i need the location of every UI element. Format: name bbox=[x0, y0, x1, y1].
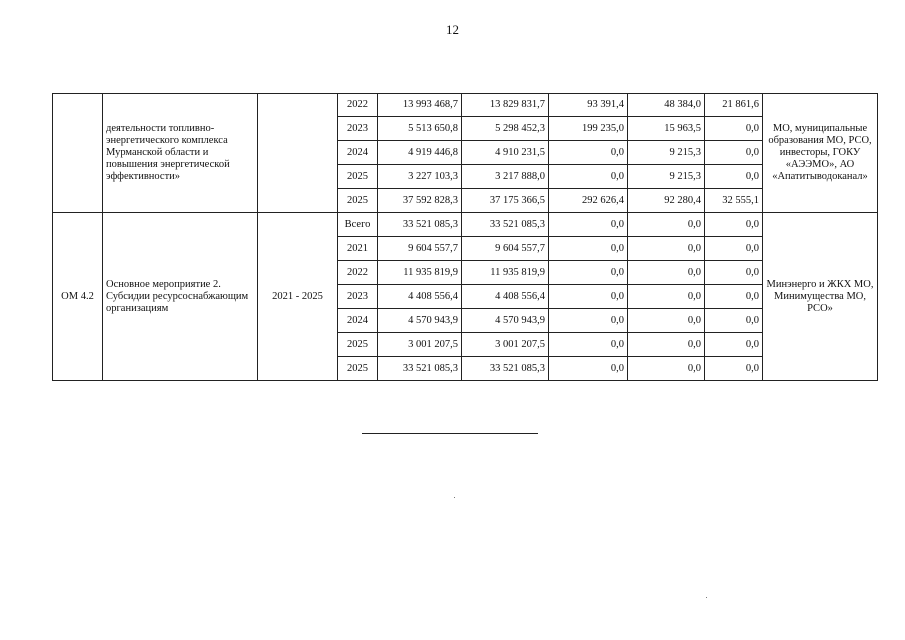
funding-cell: 0,0 bbox=[549, 141, 628, 165]
year-cell: 2022 bbox=[338, 94, 378, 117]
funding-cell: 21 861,6 bbox=[705, 94, 763, 117]
funding-cell: 0,0 bbox=[705, 165, 763, 189]
funding-cell: 292 626,4 bbox=[549, 189, 628, 213]
funding-cell: 3 001 207,5 bbox=[462, 333, 549, 357]
funding-cell: 11 935 819,9 bbox=[462, 261, 549, 285]
funding-cell: 9 215,3 bbox=[628, 165, 705, 189]
year-cell: Всего bbox=[338, 213, 378, 237]
funding-cell: 0,0 bbox=[628, 261, 705, 285]
funding-cell: 4 408 556,4 bbox=[462, 285, 549, 309]
table-row bbox=[53, 94, 878, 117]
total-cell: 37 592 828,3 bbox=[378, 189, 462, 213]
funding-cell: 92 280,4 bbox=[628, 189, 705, 213]
funding-cell: 4 570 943,9 bbox=[462, 309, 549, 333]
funding-cell: 0,0 bbox=[549, 309, 628, 333]
year-cell: 2025 bbox=[338, 333, 378, 357]
year-cell: 2021 bbox=[338, 237, 378, 261]
funding-cell: 0,0 bbox=[549, 333, 628, 357]
funding-cell: 0,0 bbox=[705, 285, 763, 309]
total-cell: 3 227 103,3 bbox=[378, 165, 462, 189]
funding-cell: 0,0 bbox=[628, 333, 705, 357]
total-cell: 13 993 468,7 bbox=[378, 94, 462, 117]
funding-cell: 15 963,5 bbox=[628, 117, 705, 141]
funding-cell: 13 829 831,7 bbox=[462, 94, 549, 117]
funding-cell: 0,0 bbox=[628, 237, 705, 261]
funding-cell: 48 384,0 bbox=[628, 94, 705, 117]
funding-cell: 93 391,4 bbox=[549, 94, 628, 117]
closing-divider-line bbox=[362, 433, 538, 434]
funding-cell: 0,0 bbox=[705, 261, 763, 285]
funding-cell: 0,0 bbox=[705, 237, 763, 261]
funding-cell: 0,0 bbox=[549, 165, 628, 189]
measure-code-cell bbox=[53, 94, 103, 213]
funding-cell: 32 555,1 bbox=[705, 189, 763, 213]
funding-cell: 5 298 452,3 bbox=[462, 117, 549, 141]
funding-cell: 0,0 bbox=[705, 117, 763, 141]
total-cell: 5 513 650,8 bbox=[378, 117, 462, 141]
measure-code-cell: ОМ 4.2 bbox=[53, 213, 103, 381]
year-cell: 2022 bbox=[338, 261, 378, 285]
funding-cell: 33 521 085,3 bbox=[462, 213, 549, 237]
funding-cell: 0,0 bbox=[628, 213, 705, 237]
funding-cell: 9 215,3 bbox=[628, 141, 705, 165]
funding-cell: 9 604 557,7 bbox=[462, 237, 549, 261]
funding-cell: 0,0 bbox=[549, 213, 628, 237]
total-cell: 9 604 557,7 bbox=[378, 237, 462, 261]
funding-cell: 0,0 bbox=[549, 261, 628, 285]
total-cell: 3 001 207,5 bbox=[378, 333, 462, 357]
year-cell: 2024 bbox=[338, 141, 378, 165]
measure-description: деятельности топливно-энергетического комплекса Мурманской области и повышения энергетической эффективности» bbox=[103, 94, 258, 213]
funding-cell: 0,0 bbox=[705, 309, 763, 333]
funding-cell: 4 910 231,5 bbox=[462, 141, 549, 165]
funding-cell: 0,0 bbox=[705, 333, 763, 357]
funding-cell: 3 217 888,0 bbox=[462, 165, 549, 189]
funding-cell: 37 175 366,5 bbox=[462, 189, 549, 213]
year-cell: 2025 bbox=[338, 165, 378, 189]
year-cell: 2023 bbox=[338, 285, 378, 309]
funding-cell: 0,0 bbox=[705, 141, 763, 165]
executors-cell: МО, муниципальные образования МО, РСО, инвесторы, ГОКУ «АЭЭМО», АО «Апатитыводоканал» bbox=[763, 94, 878, 213]
year-cell: 2024 bbox=[338, 309, 378, 333]
funding-table bbox=[52, 93, 878, 381]
year-cell: 2025 bbox=[338, 189, 378, 213]
total-cell: 33 521 085,3 bbox=[378, 213, 462, 237]
measure-period bbox=[258, 94, 338, 213]
total-cell: 4 408 556,4 bbox=[378, 285, 462, 309]
funding-cell: 0,0 bbox=[705, 213, 763, 237]
funding-cell: 0,0 bbox=[549, 357, 628, 381]
funding-cell: 0,0 bbox=[705, 357, 763, 381]
total-cell: 11 935 819,9 bbox=[378, 261, 462, 285]
total-cell: 4 919 446,8 bbox=[378, 141, 462, 165]
funding-cell: 0,0 bbox=[628, 285, 705, 309]
funding-cell: 0,0 bbox=[628, 357, 705, 381]
measure-description: Основное мероприятие 2. Субсидии ресурсоснабжающим организациям bbox=[103, 213, 258, 381]
funding-cell: 0,0 bbox=[628, 309, 705, 333]
table-row bbox=[53, 213, 878, 237]
funding-cell: 0,0 bbox=[549, 285, 628, 309]
year-cell: 2025 bbox=[338, 357, 378, 381]
funding-cell: 33 521 085,3 bbox=[462, 357, 549, 381]
year-cell: 2023 bbox=[338, 117, 378, 141]
page-number: 12 bbox=[446, 22, 459, 37]
funding-cell: 0,0 bbox=[549, 237, 628, 261]
executors-cell: Минэнерго и ЖКХ МО, Минимущества МО, РСО» bbox=[763, 213, 878, 381]
funding-cell: 199 235,0 bbox=[549, 117, 628, 141]
scan-speck bbox=[706, 597, 707, 598]
scan-speck bbox=[454, 497, 455, 498]
total-cell: 4 570 943,9 bbox=[378, 309, 462, 333]
total-cell: 33 521 085,3 bbox=[378, 357, 462, 381]
measure-period: 2021 - 2025 bbox=[258, 213, 338, 381]
